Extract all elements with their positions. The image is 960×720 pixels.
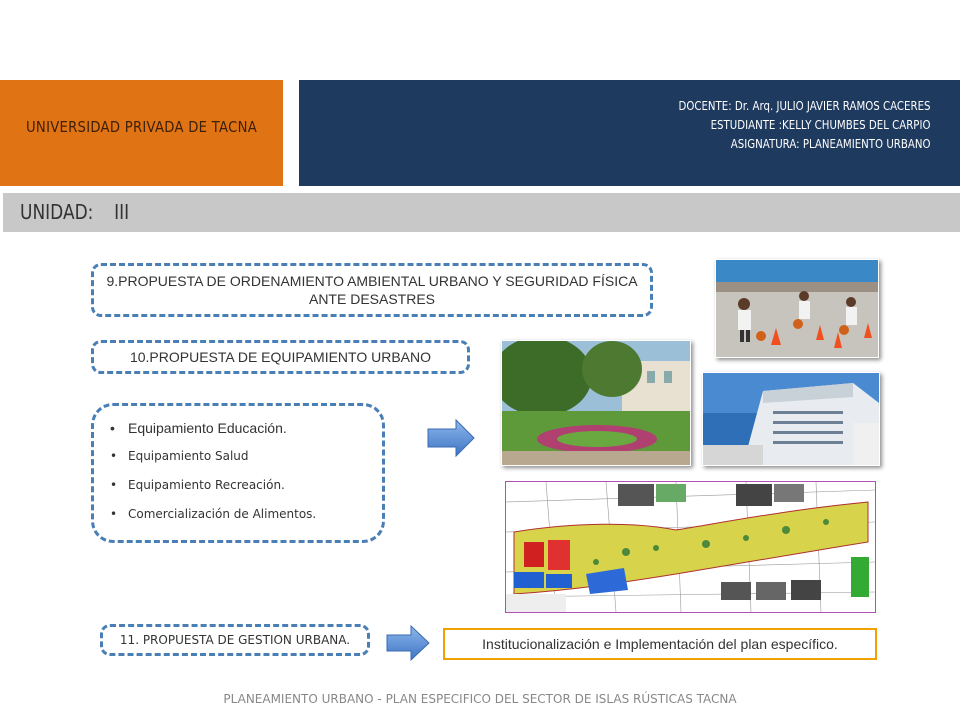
estudiante-text: ESTUDIANTE :KELLY CHUMBES DEL CARPIO [710, 118, 930, 132]
university-name: UNIVERSIDAD PRIVADA DE TACNA [26, 118, 258, 136]
unidad-label: UNIDAD: [20, 200, 94, 224]
page-footer: PLANEAMIENTO URBANO - PLAN ESPECIFICO DEL SECTOR DE ISLAS RÚSTICAS TACNA [223, 692, 737, 706]
list-item: • Comercialización de Alimentos. [110, 507, 382, 536]
asignatura-text: ASIGNATURA: PLANEAMIENTO URBANO [730, 137, 930, 151]
park-photo [501, 340, 691, 466]
list-item: • Equipamiento Recreación. [110, 478, 382, 507]
section-11-box: 11. PROPUESTA DE GESTION URBANA. [100, 624, 370, 656]
equipamiento-list [110, 420, 382, 536]
section-9-box: 9.PROPUESTA DE ORDENAMIENTO AMBIENTAL URBANO Y SEGURIDAD FÍSICA ANTE DESASTRES [91, 263, 653, 317]
arrow-right-icon [426, 418, 476, 458]
list-item: • Equipamiento Salud [110, 449, 382, 478]
gestion-result-box: Institucionalización e Implementación del plan específico. [443, 628, 877, 660]
students-sports-photo [715, 259, 879, 358]
section-10-box: 10.PROPUESTA DE EQUIPAMIENTO URBANO [91, 340, 470, 374]
hospital-photo [702, 372, 880, 466]
docente-text: DOCENTE: Dr. Arq. JULIO JAVIER RAMOS CACERES [677, 99, 930, 113]
unidad-value: III [114, 200, 130, 224]
equipamiento-list-box [91, 403, 385, 543]
arrow-right-icon [385, 624, 431, 662]
unidad-heading [20, 200, 129, 224]
list-item: • Equipamiento Educación. [110, 420, 382, 449]
urban-plan-map [505, 481, 876, 613]
course-info [678, 97, 930, 154]
unidad-bar [3, 193, 960, 232]
